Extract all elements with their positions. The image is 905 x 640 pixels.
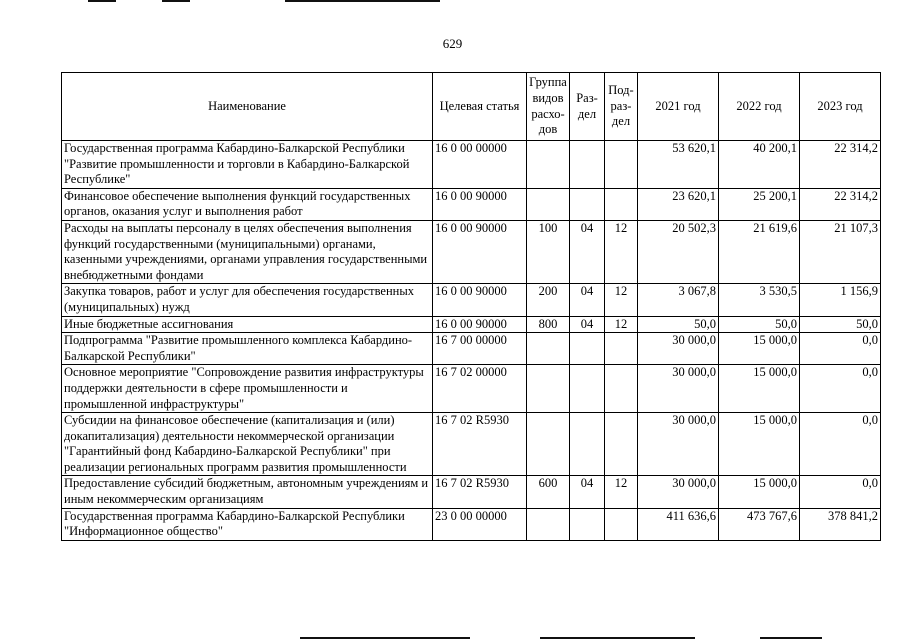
cell-name: Государственная программа Кабардино-Балкарской Республики "Развитие промышленности и торговли в Кабардино-Балкарской Республике" [62,141,433,189]
cell-y2021: 30 000,0 [638,365,719,413]
cell-section [570,141,605,189]
cell-y2023: 1 156,9 [800,284,881,316]
cell-subsection [605,365,638,413]
cell-group [527,188,570,220]
cell-section: 04 [570,284,605,316]
cell-section [570,188,605,220]
cell-y2022: 50,0 [719,316,800,333]
table-body [62,141,881,541]
cell-group [527,365,570,413]
cell-y2022: 15 000,0 [719,413,800,476]
table-row [62,365,881,413]
cell-group [527,333,570,365]
header-2021: 2021 год [638,73,719,141]
cell-target: 16 0 00 00000 [433,141,527,189]
cell-target: 16 7 02 R5930 [433,413,527,476]
cell-y2022: 3 530,5 [719,284,800,316]
cell-y2023: 22 314,2 [800,188,881,220]
cell-y2023: 0,0 [800,476,881,508]
table-row [62,333,881,365]
cell-y2023: 0,0 [800,333,881,365]
cell-target: 16 0 00 90000 [433,316,527,333]
table-row [62,476,881,508]
header-section: Раз-дел [570,73,605,141]
cell-subsection: 12 [605,284,638,316]
cell-group [527,508,570,540]
header-2023: 2023 год [800,73,881,141]
cell-y2021: 30 000,0 [638,413,719,476]
cell-y2023: 0,0 [800,413,881,476]
bottom-scan-line-1 [300,637,470,639]
cell-section: 04 [570,220,605,283]
table-row [62,413,881,476]
cell-y2023: 22 314,2 [800,141,881,189]
cell-target: 16 0 00 90000 [433,284,527,316]
cell-name: Иные бюджетные ассигнования [62,316,433,333]
cell-group: 600 [527,476,570,508]
cell-section [570,333,605,365]
budget-table [61,72,881,541]
table-header-row [62,73,881,141]
cell-subsection: 12 [605,476,638,508]
cell-y2022: 15 000,0 [719,365,800,413]
cell-target: 23 0 00 00000 [433,508,527,540]
cell-target: 16 7 00 00000 [433,333,527,365]
header-group: Группа видов расхо-дов [527,73,570,141]
cell-y2021: 30 000,0 [638,476,719,508]
cell-name: Подпрограмма "Развитие промышленного комплекса Кабардино-Балкарской Республики" [62,333,433,365]
table-row [62,508,881,540]
top-scan-line-1 [88,0,116,2]
cell-target: 16 7 02 00000 [433,365,527,413]
table-row [62,284,881,316]
table-row [62,220,881,283]
cell-subsection [605,333,638,365]
cell-group [527,413,570,476]
cell-subsection: 12 [605,220,638,283]
header-name: Наименование [62,73,433,141]
cell-subsection: 12 [605,316,638,333]
cell-name: Предоставление субсидий бюджетным, автономным учреждениям и иным некоммерческим организациям [62,476,433,508]
cell-section: 04 [570,316,605,333]
top-scan-line-2 [162,0,190,2]
cell-section [570,508,605,540]
cell-section: 04 [570,476,605,508]
cell-y2021: 53 620,1 [638,141,719,189]
bottom-scan-line-2 [540,637,695,639]
cell-y2023: 21 107,3 [800,220,881,283]
cell-group: 200 [527,284,570,316]
cell-y2021: 50,0 [638,316,719,333]
cell-name: Государственная программа Кабардино-Балкарской Республики "Информационное общество" [62,508,433,540]
cell-name: Расходы на выплаты персоналу в целях обеспечения выполнения функций государственными (муниципальными) органами, казенными учреждениями, органами управления государственными внебюджетными фондами [62,220,433,283]
cell-y2021: 3 067,8 [638,284,719,316]
cell-group: 800 [527,316,570,333]
cell-y2022: 15 000,0 [719,333,800,365]
cell-y2022: 40 200,1 [719,141,800,189]
cell-y2021: 411 636,6 [638,508,719,540]
cell-y2021: 23 620,1 [638,188,719,220]
cell-name: Субсидии на финансовое обеспечение (капитализация и (или) докапитализация) деятельности некоммерческой организации "Гарантийный фонд Кабардино-Балкарской Республики" при реализации региональных программ развития промышленности [62,413,433,476]
cell-name: Финансовое обеспечение выполнения функций государственных органов, оказания услуг и выполнения работ [62,188,433,220]
header-subsection: Под-раз-дел [605,73,638,141]
cell-y2021: 20 502,3 [638,220,719,283]
cell-name: Основное мероприятие "Сопровождение развития инфраструктуры поддержки деятельности в сфере промышленности и промышленной инфраструктуры" [62,365,433,413]
header-2022: 2022 год [719,73,800,141]
table-row [62,141,881,189]
table-row [62,316,881,333]
cell-target: 16 7 02 R5930 [433,476,527,508]
cell-y2023: 378 841,2 [800,508,881,540]
top-scan-line-3 [285,0,440,2]
cell-target: 16 0 00 90000 [433,188,527,220]
cell-name: Закупка товаров, работ и услуг для обеспечения государственных (муниципальных) нужд [62,284,433,316]
cell-y2023: 0,0 [800,365,881,413]
cell-y2022: 25 200,1 [719,188,800,220]
table-row [62,188,881,220]
cell-y2023: 50,0 [800,316,881,333]
cell-section [570,413,605,476]
cell-target: 16 0 00 90000 [433,220,527,283]
cell-y2022: 473 767,6 [719,508,800,540]
cell-subsection [605,141,638,189]
page-number: 629 [442,36,463,51]
cell-y2021: 30 000,0 [638,333,719,365]
cell-subsection [605,413,638,476]
header-target: Целевая статья [433,73,527,141]
cell-y2022: 21 619,6 [719,220,800,283]
cell-group [527,141,570,189]
cell-subsection [605,508,638,540]
cell-subsection [605,188,638,220]
cell-section [570,365,605,413]
cell-group: 100 [527,220,570,283]
cell-y2022: 15 000,0 [719,476,800,508]
bottom-scan-line-3 [760,637,822,639]
